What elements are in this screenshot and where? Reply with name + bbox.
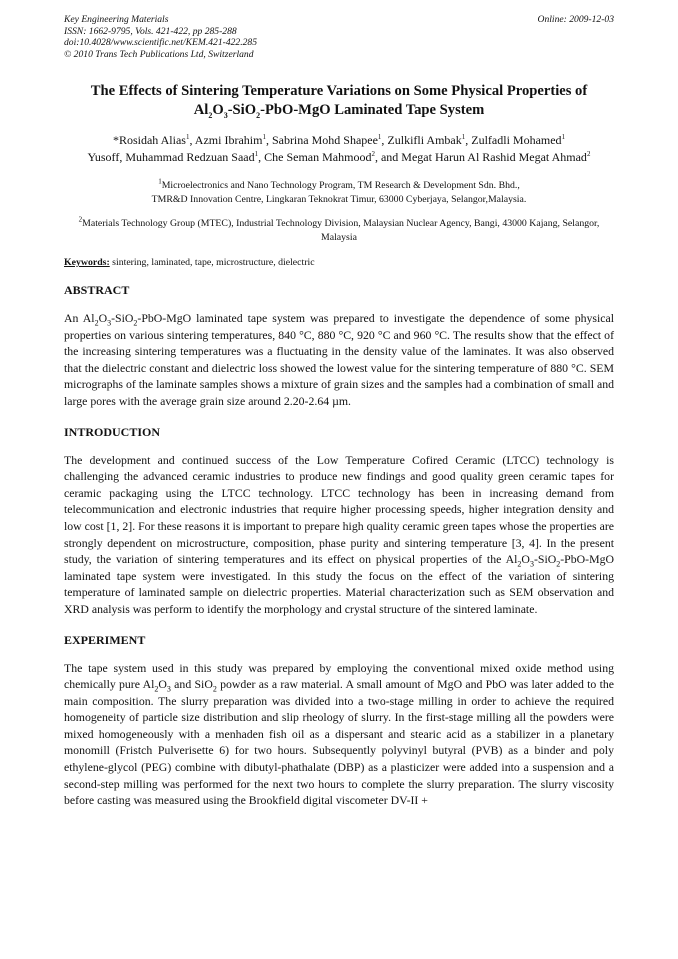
text-run: -PbO-MgO laminated tape system were investigated. In this study the focus on the effect of the variation of sintering temperature of laminated sample on dielectric properties. Material characterization such as SEM observation and XRD analysis was perform to identify the morphology and crystal structure of the sintered laminate.	[64, 552, 614, 616]
title-text: -SiO	[227, 102, 257, 118]
copyright-line: © 2010 Trans Tech Publications Ltd, Switzerland	[64, 48, 254, 60]
affil-marker: 1	[377, 133, 382, 141]
text-run: -SiO	[533, 552, 557, 567]
subscript: 3	[223, 110, 228, 120]
subscript: 2	[256, 110, 261, 120]
title-text: -PbO-MgO Laminated Tape System	[260, 102, 485, 118]
keywords-text: sintering, laminated, tape, microstructure, dielectric	[109, 257, 315, 268]
author-name: , Zulkifli Ambak	[381, 133, 462, 147]
text-run: -PbO-MgO laminated tape system was prepared to investigate the dependence of some physical properties on various sintering temperatures, 840 °C, 880 °C, 920 °C and 960 °C. The results show that the effect of the increasing sintering temperatures was a fluctuating in the density value of the laminates. It was also observed that the dielectric constant and dielectric loss showed the lowest value for the sintering temperature of 880 °C. SEM micrographs of the laminate samples shows a mixture of grain sizes and the samples had a combination of small and large pores with the average grain size around 2.20-2.64 µm.	[64, 311, 615, 408]
paper-title	[64, 82, 614, 120]
author-list	[64, 132, 614, 165]
affil-marker: 1	[262, 133, 266, 141]
text-run: O	[521, 552, 530, 567]
doi-line: doi:10.4028/www.scientific.net/KEM.421-422.285	[64, 37, 258, 48]
abstract-paragraph	[64, 310, 614, 410]
author-name: , and Megat Harun Al Rashid Megat Ahmad	[374, 149, 587, 164]
text-run: O	[98, 311, 108, 325]
subscript: 3	[107, 318, 112, 328]
title-text: O	[212, 102, 224, 118]
text-run: -SiO	[111, 311, 134, 325]
abstract-heading: ABSTRACT	[64, 283, 130, 297]
affil-marker: 1	[254, 149, 259, 158]
subscript: 2	[556, 559, 561, 569]
experiment-paragraph	[64, 660, 614, 809]
title-text: Al	[193, 102, 209, 118]
keywords	[64, 257, 614, 268]
affil-marker: 1	[185, 133, 190, 141]
online-date: Online: 2009-12-03	[537, 14, 614, 25]
affiliation-2	[64, 217, 614, 245]
journal-name: Key Engineering Materials	[64, 14, 169, 25]
subscript: 2	[154, 684, 159, 694]
affil-marker: 1	[461, 133, 466, 141]
affil-text: TMR&D Innovation Centre, Lingkaran Teknokrat Timur, 63000 Cyberjaya, Selangor,Malaysia.	[151, 194, 527, 205]
author-name: Yusoff, Muhammad Redzuan Saad	[87, 149, 255, 164]
author-name: , Che Seman Mahmood	[258, 149, 372, 164]
introduction-heading: INTRODUCTION	[64, 424, 161, 439]
text-run: The tape system used in this study was prepared by employing the conventional mixed oxide method using chemically pure Al	[64, 660, 614, 692]
experiment-heading: EXPERIMENT	[64, 632, 146, 647]
subscript: 2	[94, 318, 99, 328]
text-run: and SiO	[170, 677, 213, 692]
running-header	[64, 14, 614, 60]
text-run: The development and continued success of the Low Temperature Cofired Ceramic (LTCC) technology is challenging the advanced ceramic industries to produce new findings and good quality green ceramic tapes for ceramic packaging using the LTCC technology. LTCC technology has been in increasing demand from telecommunication and electronic industries that require higher processing speeds, higher integration density and low cost [1, 2]. For these reasons it is important to prepare high quality ceramic green tapes whose the properties are strongly dependent on microstructure, composition, phase purity and sintering temperature [3, 4]. In the present study, the variation of sintering temperatures and its effect on physical properties of the Al	[64, 452, 614, 567]
title-line-1: The Effects of Sintering Temperature Variations on Some Physical Properties of	[90, 83, 588, 99]
subscript: 2	[208, 110, 213, 120]
affil-text: Microelectronics and Nano Technology Program, TM Research & Development Sdn. Bhd.,	[161, 180, 520, 191]
subscript: 3	[529, 559, 534, 569]
author-name: , Sabrina Mohd Shapee	[265, 133, 378, 147]
text-run: O	[158, 677, 167, 692]
subscript: 2	[133, 318, 138, 328]
affiliation-1	[64, 179, 614, 207]
paper-page	[64, 14, 614, 809]
introduction-paragraph	[64, 452, 614, 618]
issn-line: ISSN: 1662-9795, Vols. 421-422, pp 285-288	[64, 25, 237, 37]
affil-marker: 1	[561, 133, 566, 141]
text-run: An Al	[64, 311, 95, 325]
text-run: powder as a raw material. A small amount of MgO and PbO was later added to the main composition. The slurry preparation was divided into a two-stage milling in order to achieve the required homogeneity of particle size distribution and slip rheology of slurry. In the first-stage milling all the powders were mixed homogeneously with a menhaden fish oil as a dispersant and stearic acid as a stabilizer in a planetary monomill (Fristch Pulverisette 6) for two hours. Subsequently polyvinyl butyral (PVB) as a binder and poly ethylene-glycol (PEG) combine with dibutyl-phathalate (DBP) as a plasticizer were added into a suspension and a second-step milling was performed for the next two hours to complete the slurry preparation. The slurry viscosity before casting was measured using the Brookfield digital viscometer DV-II +	[64, 677, 614, 808]
subscript: 2	[212, 684, 217, 694]
affil-number: 1	[158, 177, 162, 186]
subscript: 2	[517, 559, 522, 569]
subscript: 3	[166, 684, 171, 694]
author-name: *Rosidah Alias	[112, 133, 186, 147]
affil-marker: 2	[371, 149, 375, 158]
title-line-2	[64, 101, 614, 120]
affil-marker: 2	[586, 149, 591, 158]
author-name: , Azmi Ibrahim	[189, 133, 263, 147]
affil-number: 2	[78, 215, 83, 224]
author-name: , Zulfadli Mohamed	[465, 133, 562, 147]
keywords-label: Keywords:	[64, 257, 110, 268]
affil-text: Materials Technology Group (MTEC), Industrial Technology Division, Malaysian Nuclear Agency, Bangi, 43000 Kajang, Selangor, Malaysia	[82, 218, 600, 243]
